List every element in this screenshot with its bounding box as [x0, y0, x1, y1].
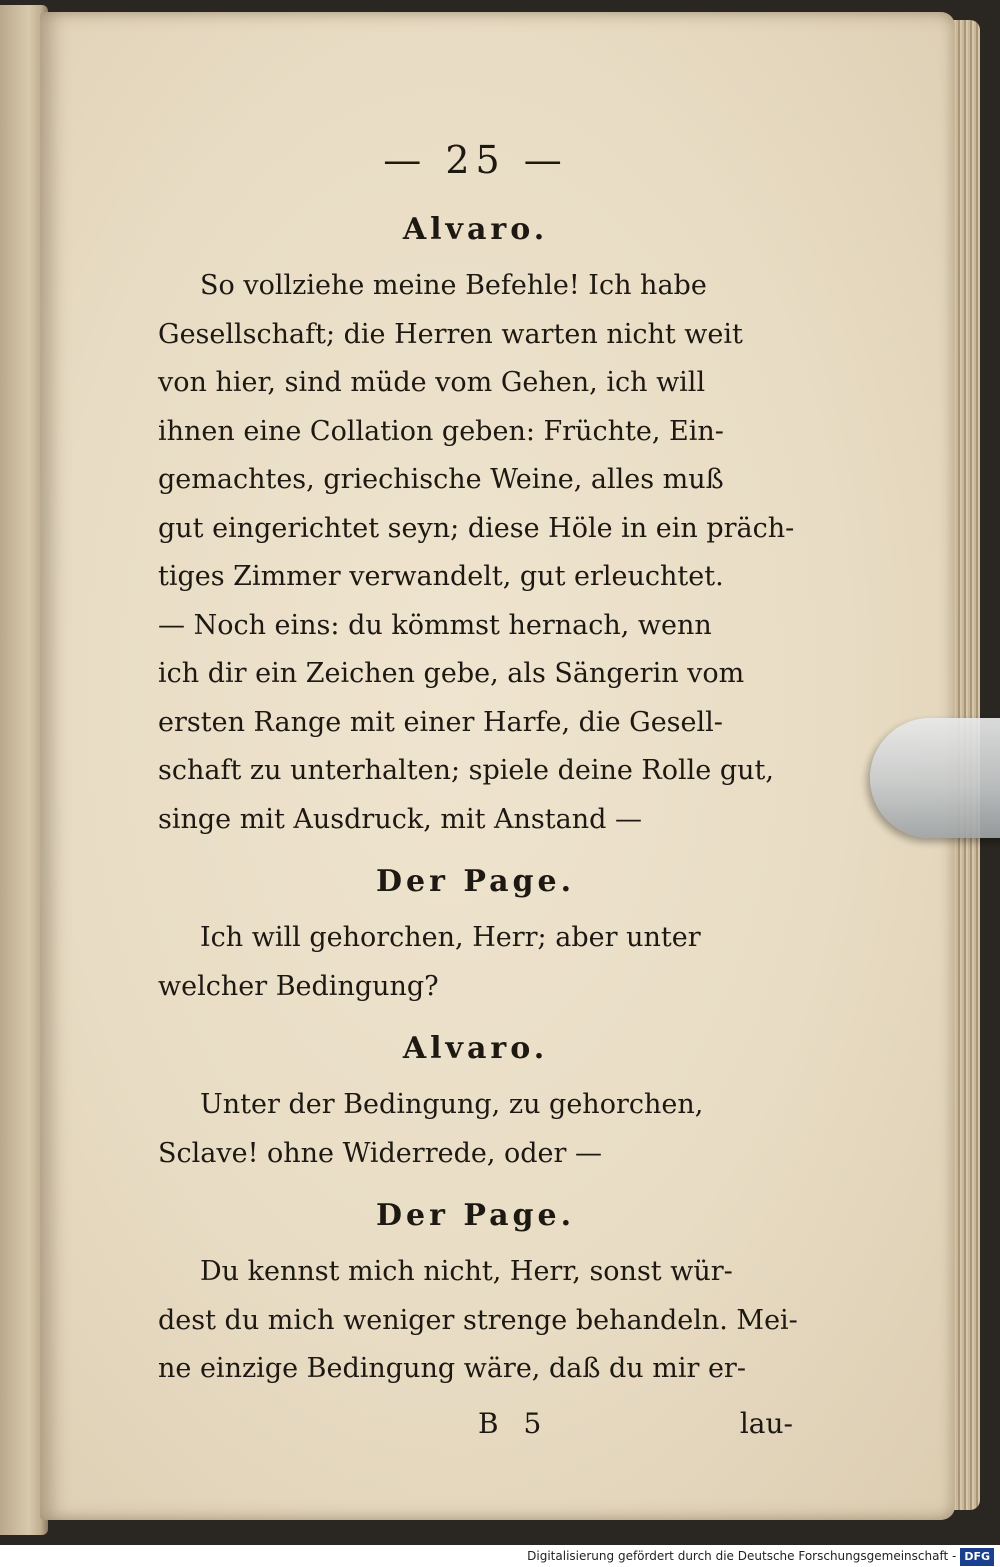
- signature-mark: B 5: [478, 1406, 550, 1440]
- credit-bar: [0, 1545, 1000, 1567]
- text-line: tiges Zimmer verwandelt, gut erleuchtet.: [158, 561, 724, 592]
- text-line: schaft zu unterhalten; spiele deine Rolle gut,: [158, 755, 774, 786]
- text-line: ersten Range mit einer Harfe, die Gesell-: [158, 706, 723, 738]
- text-line: ne einzige Bedingung wäre, daß du mir er-: [158, 1353, 746, 1384]
- text-line: Gesellschaft; die Herren warten nicht weit: [158, 318, 743, 350]
- speech-paragraph: [158, 914, 793, 1011]
- text-line: gemachtes, griechische Weine, alles muß: [158, 464, 724, 495]
- text-line: gut eingerichtet seyn; diese Höle in ein präch-: [158, 512, 795, 544]
- text-line: Unter der Bedingung, zu gehorchen,: [200, 1089, 704, 1120]
- text-line: welcher Bedingung?: [158, 970, 439, 1002]
- text-line: ich dir ein Zeichen gebe, als Sängerin vom: [158, 658, 745, 689]
- text-line: Ich will gehorchen, Herr; aber unter: [200, 922, 701, 953]
- page-clip: [870, 718, 1000, 838]
- text-line: von hier, sind müde vom Gehen, ich will: [158, 367, 706, 398]
- credit-text: Digitalisierung gefördert durch die Deutsche Forschungsgemeinschaft -: [527, 1549, 957, 1563]
- speech-paragraph: [158, 1248, 798, 1394]
- page-footer: [158, 1400, 793, 1448]
- speaker-heading: Der Page.: [375, 864, 576, 899]
- text-line: singe mit Ausdruck, mit Anstand —: [158, 803, 642, 835]
- text-line: dest du mich weniger strenge behandeln. Mei-: [158, 1304, 798, 1336]
- page-text: [158, 130, 798, 1448]
- catchword: lau-: [739, 1406, 793, 1440]
- speech-paragraph: [158, 262, 793, 844]
- speaker-heading: Alvaro.: [402, 1031, 549, 1066]
- speaker-heading: Alvaro.: [402, 212, 549, 247]
- text-line: ihnen eine Collation geben: Früchte, Ein-: [158, 415, 724, 447]
- page-number: — 25 —: [383, 138, 568, 182]
- speech-paragraph: [158, 1081, 793, 1178]
- speaker-heading: Der Page.: [375, 1198, 576, 1233]
- text-line: — Noch eins: du kömmst hernach, wenn: [158, 609, 712, 641]
- dfg-logo: DFG: [960, 1548, 994, 1566]
- text-line: Du kennst mich nicht, Herr, sonst wür-: [200, 1256, 733, 1287]
- text-line: So vollziehe meine Befehle! Ich habe: [200, 270, 707, 301]
- text-line: Sclave! ohne Widerrede, oder —: [158, 1137, 603, 1169]
